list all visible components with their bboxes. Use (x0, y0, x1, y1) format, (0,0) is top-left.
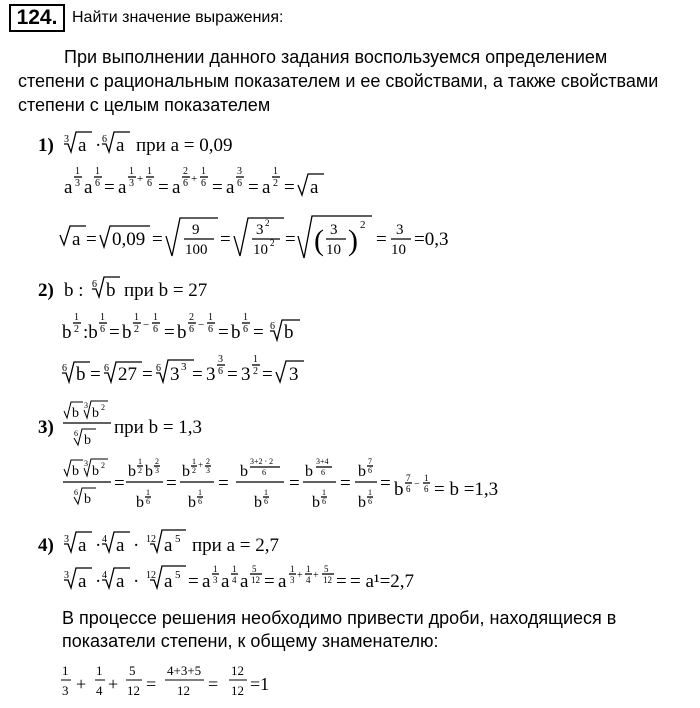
svg-text:7: 7 (368, 457, 372, 466)
svg-text:b: b (72, 406, 79, 421)
svg-text:·: · (95, 135, 102, 156)
svg-text:6: 6 (243, 324, 248, 335)
svg-text:=: = (104, 177, 115, 198)
svg-text:a: a (172, 177, 181, 198)
svg-text:3+4: 3+4 (316, 457, 329, 466)
svg-text:6: 6 (198, 497, 202, 506)
intro-line-2: степени с рациональным показателем и ее свойствами, а также свойствами (18, 71, 659, 91)
part-1-result: =0,3 (414, 229, 449, 250)
svg-text:a: a (84, 177, 93, 198)
svg-text:1: 1 (75, 166, 80, 177)
svg-text:−: − (414, 479, 420, 490)
part-2-label: 2) (38, 280, 54, 301)
svg-text:·: · (133, 571, 140, 592)
svg-text:b: b (92, 464, 99, 479)
svg-text:3: 3 (206, 466, 210, 475)
svg-text:6: 6 (406, 484, 411, 494)
svg-text:1: 1 (100, 312, 105, 323)
svg-text:b: b (358, 494, 366, 511)
svg-text:3: 3 (206, 364, 216, 385)
part-2-condition: при b = 27 (124, 280, 208, 301)
svg-text:3: 3 (75, 178, 80, 189)
svg-text:6: 6 (368, 497, 372, 506)
svg-text:3: 3 (170, 364, 180, 385)
svg-text:6: 6 (424, 484, 429, 494)
svg-text:3: 3 (62, 683, 69, 698)
svg-text:=: = (146, 674, 157, 694)
svg-text:a: a (116, 535, 125, 556)
svg-text:2: 2 (273, 178, 278, 189)
svg-text:a: a (262, 177, 271, 198)
svg-text:·: · (95, 571, 102, 592)
svg-text:6: 6 (183, 178, 188, 189)
svg-text:6: 6 (147, 178, 152, 189)
svg-text:=1: =1 (250, 674, 270, 694)
svg-text:a: a (310, 177, 319, 198)
part-1-step-2 (60, 216, 448, 258)
svg-text:6: 6 (62, 363, 67, 374)
part-2-step-2 (62, 354, 304, 385)
svg-text:2: 2 (189, 312, 194, 323)
svg-text:1: 1 (208, 312, 213, 323)
svg-text:1: 1 (213, 564, 218, 574)
svg-text:6: 6 (208, 324, 213, 335)
part-4-label: 4) (38, 535, 54, 556)
svg-text:b: b (312, 494, 320, 511)
svg-text:12: 12 (177, 683, 190, 698)
svg-text:=: = (262, 364, 273, 385)
svg-text:a: a (72, 229, 81, 250)
svg-text:6: 6 (201, 178, 206, 189)
svg-text:1: 1 (290, 564, 295, 574)
closing-line-2: показатели степени, к общему знаменателю: (62, 631, 439, 651)
svg-text:b: b (62, 322, 72, 343)
svg-text:6: 6 (189, 324, 194, 335)
svg-text:12: 12 (231, 663, 244, 678)
svg-text:6: 6 (237, 178, 242, 189)
svg-text:=: = (86, 229, 97, 250)
svg-text:=: = (114, 473, 125, 494)
svg-text:7: 7 (406, 473, 411, 483)
svg-text:+: + (297, 570, 303, 581)
svg-text:a: a (116, 135, 125, 156)
svg-text:3: 3 (129, 178, 134, 189)
part-3-expression (63, 401, 111, 448)
svg-text:+: + (198, 460, 204, 470)
part-1-step-1 (64, 166, 324, 198)
svg-text:b: b (72, 464, 79, 479)
svg-text:b: b (76, 364, 86, 385)
svg-text:b: b (84, 433, 91, 448)
svg-text:2: 2 (101, 461, 105, 470)
svg-text:b: b (188, 494, 196, 511)
svg-text:2: 2 (134, 324, 139, 335)
svg-text:b: b (284, 322, 294, 343)
svg-text:3: 3 (84, 401, 88, 410)
svg-text:−: − (143, 319, 150, 331)
svg-text:=: = (264, 571, 275, 592)
svg-text:6: 6 (74, 429, 78, 438)
svg-text:+: + (191, 173, 198, 185)
svg-text:+: + (313, 570, 319, 581)
svg-text:·: · (95, 535, 102, 556)
svg-text:10: 10 (391, 242, 406, 258)
svg-text:3: 3 (241, 364, 251, 385)
svg-text:4: 4 (102, 534, 107, 545)
svg-text:9: 9 (192, 222, 200, 238)
svg-text:1: 1 (424, 473, 429, 483)
svg-text:=: = (188, 571, 199, 592)
svg-text:3: 3 (155, 466, 159, 475)
svg-text:6: 6 (92, 279, 97, 290)
svg-text:5: 5 (324, 564, 329, 574)
svg-text:1: 1 (306, 564, 311, 574)
svg-text:3: 3 (289, 364, 299, 385)
svg-text:3: 3 (84, 459, 88, 468)
svg-text:2: 2 (155, 457, 159, 466)
svg-text:b: b (231, 322, 241, 343)
svg-text:=: = (212, 177, 223, 198)
svg-text:a: a (164, 535, 173, 556)
svg-text:a: a (202, 571, 211, 592)
part-3 (38, 401, 498, 511)
svg-text:12: 12 (251, 575, 260, 585)
svg-text:2: 2 (270, 238, 275, 248)
svg-text:2: 2 (74, 324, 79, 335)
svg-text:6: 6 (102, 134, 107, 145)
part-1-expression (64, 132, 130, 156)
svg-text:1: 1 (62, 663, 69, 678)
svg-text:+: + (108, 674, 119, 694)
svg-text:+: + (137, 173, 144, 185)
svg-text:3: 3 (181, 361, 187, 373)
svg-text:2: 2 (101, 403, 105, 412)
svg-text:1: 1 (138, 457, 142, 466)
svg-text:b: b (305, 463, 313, 480)
svg-text:−: − (198, 319, 205, 331)
svg-text:=: = (109, 322, 120, 343)
svg-text:2: 2 (360, 219, 366, 231)
svg-text:0,09: 0,09 (112, 229, 146, 250)
svg-text:=: = (208, 674, 219, 694)
svg-text:10: 10 (253, 242, 268, 258)
part-1 (38, 132, 448, 258)
svg-text:=: = (248, 177, 259, 198)
svg-text:2: 2 (192, 466, 196, 475)
svg-text:1: 1 (129, 166, 134, 177)
svg-text:6: 6 (218, 366, 223, 377)
problem-number: 124. (9, 4, 65, 32)
svg-text:=: = (192, 364, 203, 385)
svg-text:3: 3 (290, 575, 295, 585)
part-1-label: 1) (38, 135, 54, 156)
svg-text:=: = (376, 229, 387, 250)
part-2-step-1 (62, 312, 300, 343)
svg-text:12: 12 (146, 570, 156, 581)
svg-text:a: a (118, 177, 127, 198)
svg-text:2: 2 (138, 466, 142, 475)
svg-text:a: a (226, 177, 235, 198)
svg-text:3: 3 (218, 354, 223, 365)
svg-text:b: b (254, 494, 262, 511)
part-4 (38, 530, 414, 592)
svg-text:b: b (177, 322, 187, 343)
svg-text:=: = (152, 229, 163, 250)
svg-text:=: = (289, 473, 300, 494)
svg-text:=: = (336, 571, 347, 592)
svg-text:b: b (394, 479, 404, 500)
svg-text:b: b (92, 406, 99, 421)
svg-text:3: 3 (64, 570, 69, 581)
svg-text:b: b (136, 494, 144, 511)
svg-text:6: 6 (322, 497, 326, 506)
part-3-step-1 (63, 457, 498, 511)
svg-text::b: :b (83, 322, 98, 343)
svg-text:1: 1 (253, 354, 258, 365)
svg-text:+: + (76, 674, 87, 694)
svg-text:=: = (158, 177, 169, 198)
svg-text:b: b (128, 463, 136, 480)
svg-text:6: 6 (262, 468, 266, 477)
svg-text:1: 1 (198, 488, 202, 497)
svg-text:=: = (90, 364, 101, 385)
svg-text:b: b (84, 492, 91, 507)
svg-text:3: 3 (256, 222, 264, 238)
closing-line-1: В процессе решения необходимо привести дроби, находящиеся в (62, 608, 617, 628)
svg-text:a: a (240, 571, 249, 592)
svg-text:12: 12 (146, 534, 156, 545)
svg-text:=: = (220, 229, 231, 250)
svg-text:2: 2 (265, 218, 270, 228)
svg-text:a: a (64, 177, 73, 198)
part-4-condition: при a = 2,7 (192, 535, 279, 556)
svg-text:1: 1 (147, 166, 152, 177)
svg-text:2: 2 (183, 166, 188, 177)
svg-text:=: = (164, 322, 175, 343)
svg-text:1: 1 (232, 564, 237, 574)
svg-text:10: 10 (326, 242, 341, 258)
svg-text:·: · (133, 535, 140, 556)
svg-text:12: 12 (127, 683, 140, 698)
svg-text:1: 1 (95, 166, 100, 177)
svg-text:1: 1 (192, 457, 196, 466)
svg-text:): ) (348, 224, 358, 257)
svg-text:=: = (142, 364, 153, 385)
svg-text:6: 6 (270, 321, 275, 332)
part-3-condition: при b = 1,3 (114, 417, 203, 438)
svg-text:100: 100 (185, 242, 208, 258)
svg-text:6: 6 (104, 363, 109, 374)
closing-paragraph (62, 607, 692, 653)
svg-text:4: 4 (102, 570, 107, 581)
svg-text:5: 5 (252, 564, 257, 574)
svg-text:4: 4 (232, 575, 237, 585)
intro-line-3: степени с целым показателем (18, 95, 271, 115)
svg-text:=: = (340, 473, 351, 494)
svg-text:1: 1 (243, 312, 248, 323)
svg-text:6: 6 (146, 497, 150, 506)
svg-text:1: 1 (146, 488, 150, 497)
svg-text:3: 3 (237, 166, 242, 177)
svg-text:a: a (78, 535, 87, 556)
svg-text:b: b (240, 463, 248, 480)
svg-text:6: 6 (264, 497, 268, 506)
svg-text:4: 4 (96, 683, 103, 698)
part-4-step-1 (64, 564, 414, 592)
svg-text:3+2 · 2: 3+2 · 2 (250, 457, 274, 466)
svg-text:a: a (221, 571, 230, 592)
closing-formula (61, 663, 269, 698)
svg-text:1: 1 (74, 312, 79, 323)
svg-text:6: 6 (74, 488, 78, 497)
intro-line-1: При выполнении данного задания воспользуемся определением (64, 47, 608, 67)
svg-text:27: 27 (118, 364, 137, 385)
svg-text:6: 6 (153, 324, 158, 335)
svg-text:a: a (164, 571, 173, 592)
svg-text:1: 1 (96, 663, 103, 678)
svg-text:6: 6 (321, 468, 325, 477)
part-2-expression (64, 277, 120, 301)
svg-text:=: = (227, 364, 238, 385)
svg-text:=: = (218, 473, 229, 494)
svg-text:b: b (145, 463, 153, 480)
svg-text:a: a (116, 571, 125, 592)
part-3-result: = b =1,3 (434, 479, 499, 500)
svg-text:1: 1 (201, 166, 206, 177)
svg-text:b: b (106, 280, 116, 301)
task-title: Найти значение выражения: (72, 9, 284, 26)
svg-text:(: ( (314, 224, 324, 257)
svg-text:12: 12 (231, 683, 244, 698)
svg-text:2: 2 (206, 457, 210, 466)
svg-text:3: 3 (396, 222, 404, 238)
part-4-result: = a¹=2,7 (350, 571, 415, 592)
svg-text:1: 1 (153, 312, 158, 323)
svg-text:b: b (122, 322, 132, 343)
svg-text:3: 3 (213, 575, 218, 585)
svg-text:12: 12 (323, 575, 332, 585)
svg-text:=: = (166, 473, 177, 494)
svg-text:3: 3 (330, 222, 338, 238)
svg-text:6: 6 (100, 324, 105, 335)
svg-text:a: a (278, 571, 287, 592)
part-4-expression (64, 530, 186, 556)
svg-text:5: 5 (129, 663, 136, 678)
svg-text:=: = (284, 177, 295, 198)
svg-text:b: b (358, 463, 366, 480)
svg-text:b: b (182, 463, 190, 480)
svg-text:1: 1 (368, 488, 372, 497)
svg-text:1: 1 (273, 166, 278, 177)
svg-text:3: 3 (64, 534, 69, 545)
svg-text:a: a (78, 571, 87, 592)
svg-text:6: 6 (156, 363, 161, 374)
svg-text:1: 1 (322, 488, 326, 497)
svg-text:1: 1 (264, 488, 268, 497)
svg-text:1: 1 (134, 312, 139, 323)
svg-text:=: = (253, 322, 264, 343)
svg-text:b :: b : (64, 280, 84, 301)
svg-text:=: = (380, 473, 391, 494)
svg-text:=: = (218, 322, 229, 343)
svg-text:2: 2 (253, 366, 258, 377)
svg-text:6: 6 (368, 466, 372, 475)
svg-text:a: a (78, 135, 87, 156)
svg-text:6: 6 (95, 178, 100, 189)
svg-text:3: 3 (64, 134, 69, 145)
svg-text:5: 5 (175, 533, 181, 545)
part-3-label: 3) (38, 417, 54, 438)
part-1-condition: при a = 0,09 (136, 135, 233, 156)
svg-text:4: 4 (306, 575, 311, 585)
svg-text:5: 5 (175, 569, 181, 581)
svg-text:4+3+5: 4+3+5 (167, 663, 202, 678)
part-2 (38, 277, 304, 385)
svg-text:=: = (285, 229, 296, 250)
